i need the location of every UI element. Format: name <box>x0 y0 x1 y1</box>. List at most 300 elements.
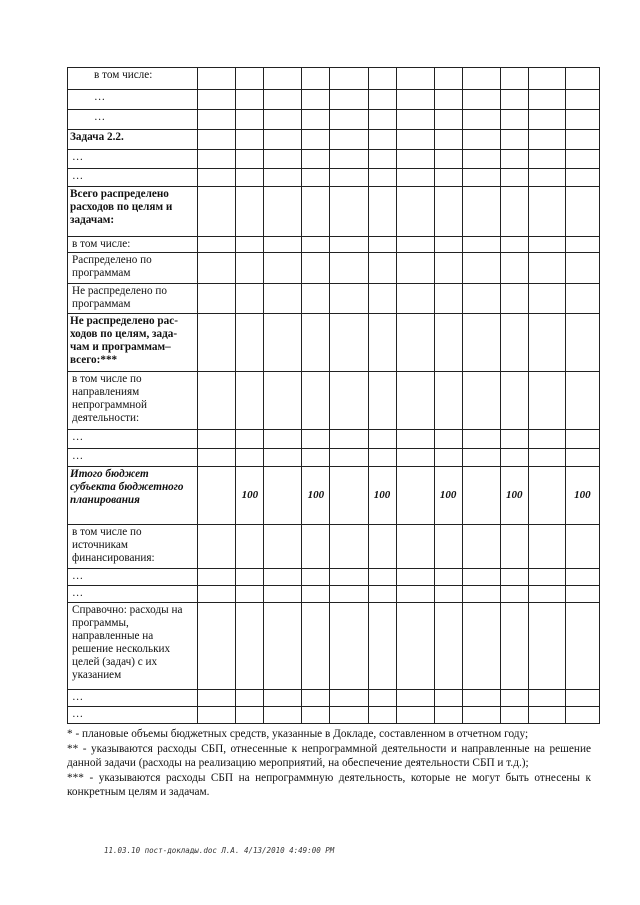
table-cell <box>528 467 565 525</box>
table-row <box>68 603 600 690</box>
table-cell <box>462 90 500 110</box>
table-cell <box>500 707 528 724</box>
table-cell <box>434 603 462 690</box>
table-cell <box>462 569 500 586</box>
row-label: Не распределено рас-ходов по целям, зада-чам и программам–всего:*** <box>68 314 198 372</box>
table-cell <box>434 430 462 449</box>
table-cell <box>236 569 264 586</box>
table-cell <box>236 284 264 314</box>
table-cell <box>565 586 599 603</box>
table-cell <box>462 467 500 525</box>
table-cell <box>264 586 302 603</box>
table-cell <box>330 237 368 253</box>
table-cell <box>396 569 434 586</box>
table-cell <box>565 690 599 707</box>
table-cell <box>264 707 302 724</box>
table-cell <box>396 110 434 130</box>
table-cell <box>368 110 396 130</box>
table-cell <box>396 253 434 284</box>
table-cell <box>368 314 396 372</box>
table-cell <box>396 372 434 430</box>
table-cell <box>528 237 565 253</box>
table-body <box>68 68 600 724</box>
table-cell <box>264 314 302 372</box>
table-row <box>68 284 600 314</box>
table-cell <box>565 603 599 690</box>
table-cell <box>198 467 236 525</box>
table-cell <box>396 586 434 603</box>
table-cell <box>302 68 330 90</box>
table-cell <box>500 430 528 449</box>
table-cell: 100 <box>565 467 599 525</box>
table-cell <box>565 90 599 110</box>
table-cell <box>500 690 528 707</box>
table-cell <box>500 603 528 690</box>
table-cell <box>500 586 528 603</box>
table-cell <box>462 253 500 284</box>
row-label: … <box>68 690 198 707</box>
table-cell <box>302 707 330 724</box>
document-footer: 11.03.10 пост-доклады.doc Л.А. 4/13/2010 4:49:00 PM <box>104 846 335 855</box>
table-cell <box>462 586 500 603</box>
table-cell <box>330 430 368 449</box>
table-cell <box>528 150 565 169</box>
table-cell <box>236 130 264 150</box>
table-cell <box>462 150 500 169</box>
table-cell <box>434 237 462 253</box>
table-cell <box>198 68 236 90</box>
table-cell <box>264 253 302 284</box>
table-cell <box>500 150 528 169</box>
table-cell <box>500 284 528 314</box>
table-row <box>68 690 600 707</box>
table-cell <box>528 430 565 449</box>
footnote-3: *** - указываются расходы СБП на непрограммную деятельность, которые не могут быть отнесены к конкретным целям и задачам. <box>67 771 591 799</box>
table-cell <box>236 253 264 284</box>
row-label: в том числе по источникам финансирования: <box>68 525 198 569</box>
table-cell <box>396 449 434 467</box>
table-cell <box>236 110 264 130</box>
table-cell <box>434 150 462 169</box>
table-cell <box>528 90 565 110</box>
table-cell: 100 <box>434 467 462 525</box>
table-cell <box>528 314 565 372</box>
table-cell <box>396 150 434 169</box>
table-cell <box>528 586 565 603</box>
table-cell <box>330 569 368 586</box>
table-cell <box>264 68 302 90</box>
table-row <box>68 707 600 724</box>
table-cell <box>462 68 500 90</box>
table-cell <box>528 707 565 724</box>
table-cell <box>264 603 302 690</box>
table-cell <box>236 314 264 372</box>
table-cell <box>565 68 599 90</box>
table-cell <box>302 569 330 586</box>
table-cell <box>198 586 236 603</box>
table-cell <box>500 314 528 372</box>
table-cell <box>396 169 434 187</box>
table-cell <box>462 707 500 724</box>
table-cell <box>565 525 599 569</box>
table-cell <box>500 68 528 90</box>
table-cell <box>565 430 599 449</box>
table-cell <box>528 110 565 130</box>
table-cell <box>198 314 236 372</box>
table-cell <box>264 569 302 586</box>
table-cell <box>462 284 500 314</box>
table-cell <box>330 707 368 724</box>
table-cell <box>396 68 434 90</box>
table-cell <box>368 90 396 110</box>
table-cell <box>462 603 500 690</box>
table-cell <box>368 253 396 284</box>
table-cell <box>302 150 330 169</box>
table-cell <box>396 707 434 724</box>
table-cell <box>198 449 236 467</box>
table-row <box>68 467 600 525</box>
row-label: в том числе: <box>68 237 198 253</box>
table-cell <box>368 603 396 690</box>
table-cell <box>500 525 528 569</box>
table-cell <box>396 237 434 253</box>
table-cell <box>198 253 236 284</box>
table-cell <box>330 525 368 569</box>
table-cell <box>236 90 264 110</box>
table-cell <box>434 253 462 284</box>
table-cell <box>368 237 396 253</box>
table-cell <box>434 187 462 237</box>
row-label: … <box>68 169 198 187</box>
row-label: … <box>68 449 198 467</box>
row-label: Распределено по программам <box>68 253 198 284</box>
table-cell <box>198 603 236 690</box>
table-cell <box>236 169 264 187</box>
table-row <box>68 110 600 130</box>
table-cell <box>396 430 434 449</box>
table-cell <box>565 284 599 314</box>
table-cell <box>368 130 396 150</box>
table-cell <box>368 525 396 569</box>
table-cell <box>528 569 565 586</box>
table-cell <box>302 690 330 707</box>
table-cell <box>264 169 302 187</box>
table-cell <box>500 372 528 430</box>
table-cell <box>462 449 500 467</box>
table-cell <box>368 430 396 449</box>
table-cell <box>236 68 264 90</box>
table-cell <box>264 90 302 110</box>
table-cell <box>565 187 599 237</box>
table-cell <box>462 187 500 237</box>
table-cell: 100 <box>302 467 330 525</box>
table-cell <box>330 110 368 130</box>
table-cell <box>528 449 565 467</box>
table-cell <box>396 130 434 150</box>
table-cell <box>264 430 302 449</box>
table-cell <box>565 253 599 284</box>
table-cell <box>528 284 565 314</box>
footnotes <box>67 727 591 800</box>
table-cell <box>302 430 330 449</box>
table-cell <box>528 603 565 690</box>
table-cell <box>500 237 528 253</box>
table-cell <box>330 690 368 707</box>
table-cell <box>528 525 565 569</box>
table-cell <box>434 569 462 586</box>
table-cell <box>302 314 330 372</box>
table-row <box>68 372 600 430</box>
table-row <box>68 169 600 187</box>
table-cell <box>434 90 462 110</box>
table-cell <box>302 237 330 253</box>
table-cell <box>565 169 599 187</box>
table-cell <box>330 586 368 603</box>
table-cell <box>264 110 302 130</box>
table-cell <box>528 130 565 150</box>
table-cell <box>236 707 264 724</box>
table-row <box>68 68 600 90</box>
table-row <box>68 586 600 603</box>
table-cell <box>528 253 565 284</box>
table-cell <box>198 690 236 707</box>
table-cell <box>368 449 396 467</box>
table-cell <box>368 150 396 169</box>
table-cell <box>434 449 462 467</box>
table-cell <box>236 603 264 690</box>
table-cell <box>302 169 330 187</box>
table-cell <box>434 586 462 603</box>
table-cell <box>302 586 330 603</box>
table-cell <box>264 284 302 314</box>
table-row <box>68 314 600 372</box>
table-cell <box>198 372 236 430</box>
table-cell <box>264 690 302 707</box>
table-cell <box>565 110 599 130</box>
row-label: … <box>68 707 198 724</box>
table-cell <box>264 150 302 169</box>
table-cell <box>236 150 264 169</box>
table-cell <box>302 187 330 237</box>
table-cell <box>368 690 396 707</box>
table-cell <box>500 110 528 130</box>
table-cell <box>198 569 236 586</box>
table-row <box>68 525 600 569</box>
table-cell <box>565 237 599 253</box>
table-cell <box>198 284 236 314</box>
table-cell <box>330 169 368 187</box>
budget-table <box>67 67 600 724</box>
table-row <box>68 253 600 284</box>
table-cell <box>434 525 462 569</box>
table-row <box>68 430 600 449</box>
table-cell <box>368 586 396 603</box>
table-cell <box>330 187 368 237</box>
table-cell <box>462 314 500 372</box>
table-cell <box>500 130 528 150</box>
table-cell <box>302 603 330 690</box>
table-cell <box>565 569 599 586</box>
table-cell <box>198 707 236 724</box>
table-cell <box>396 690 434 707</box>
table-cell <box>500 187 528 237</box>
table-cell <box>500 569 528 586</box>
table-cell <box>565 150 599 169</box>
table-row <box>68 187 600 237</box>
table-cell <box>302 110 330 130</box>
table-cell <box>368 284 396 314</box>
table-cell <box>368 169 396 187</box>
table-cell <box>330 68 368 90</box>
table-cell <box>462 237 500 253</box>
table-cell <box>368 707 396 724</box>
table-cell <box>434 68 462 90</box>
table-cell <box>434 372 462 430</box>
row-label: … <box>68 569 198 586</box>
row-label: Не распределено по программам <box>68 284 198 314</box>
table-row <box>68 130 600 150</box>
row-label: … <box>68 90 198 110</box>
table-cell <box>368 68 396 90</box>
table-cell <box>264 467 302 525</box>
table-cell <box>396 187 434 237</box>
table-cell <box>264 130 302 150</box>
row-label: Задача 2.2. <box>68 130 198 150</box>
table-row <box>68 237 600 253</box>
table-cell <box>396 314 434 372</box>
table-cell <box>462 525 500 569</box>
table-cell <box>302 90 330 110</box>
table-cell <box>198 150 236 169</box>
table-cell <box>302 372 330 430</box>
table-cell <box>434 284 462 314</box>
table-cell <box>462 690 500 707</box>
table-cell <box>528 372 565 430</box>
table-cell <box>500 169 528 187</box>
table-cell <box>236 525 264 569</box>
row-label: … <box>68 586 198 603</box>
table-cell <box>330 130 368 150</box>
table-cell <box>236 690 264 707</box>
table-cell <box>434 690 462 707</box>
row-label: в том числе по направлениям непрограммной деятельности: <box>68 372 198 430</box>
table-row <box>68 569 600 586</box>
table-cell <box>528 187 565 237</box>
table-row <box>68 90 600 110</box>
footnote-2: ** - указываются расходы СБП, отнесенные к непрограммной деятельности и направленные на решение данной задачи (расходы на реализацию мероприятий, на обеспечение деятельности СБП и т.д.); <box>67 742 591 770</box>
table-cell <box>368 569 396 586</box>
table-cell <box>198 430 236 449</box>
table-cell <box>236 237 264 253</box>
table-cell: 100 <box>368 467 396 525</box>
table-cell <box>198 169 236 187</box>
table-cell <box>462 110 500 130</box>
table-cell <box>198 525 236 569</box>
table-cell <box>236 372 264 430</box>
table-cell <box>462 169 500 187</box>
table-cell <box>434 110 462 130</box>
table-cell <box>565 372 599 430</box>
footnote-1: * - плановые объемы бюджетных средств, указанные в Докладе, составленном в отчетном году; <box>67 728 529 740</box>
table-cell <box>565 130 599 150</box>
table-cell <box>302 253 330 284</box>
table-cell <box>396 603 434 690</box>
row-label: Итого бюджет субъекта бюджетного планирования <box>68 467 198 525</box>
row-label: в том числе: <box>68 68 198 90</box>
table-cell <box>264 449 302 467</box>
table-cell <box>396 467 434 525</box>
table-cell <box>500 90 528 110</box>
table-cell <box>264 525 302 569</box>
table-cell <box>302 284 330 314</box>
table-cell <box>198 130 236 150</box>
table-cell <box>434 130 462 150</box>
table-cell <box>462 130 500 150</box>
table-cell <box>198 237 236 253</box>
table-cell <box>396 284 434 314</box>
table-cell <box>330 284 368 314</box>
table-cell <box>396 525 434 569</box>
table-cell <box>264 372 302 430</box>
table-cell <box>330 90 368 110</box>
table-cell <box>434 314 462 372</box>
table-cell <box>500 449 528 467</box>
table-cell <box>528 690 565 707</box>
table-cell <box>236 430 264 449</box>
table-cell <box>198 110 236 130</box>
row-label: … <box>68 430 198 449</box>
table-cell: 100 <box>236 467 264 525</box>
table-cell <box>330 150 368 169</box>
table-cell <box>302 525 330 569</box>
table-cell <box>236 187 264 237</box>
table-cell <box>330 372 368 430</box>
table-row <box>68 150 600 169</box>
table-cell <box>198 187 236 237</box>
table-cell <box>565 449 599 467</box>
table-cell <box>264 187 302 237</box>
row-label: Всего распределено расходов по целям и задачам: <box>68 187 198 237</box>
row-label: Справочно: расходы на программы, направленные на решение нескольких целей (задач) с их указанием <box>68 603 198 690</box>
row-label: … <box>68 110 198 130</box>
table-cell <box>198 90 236 110</box>
table-cell <box>368 372 396 430</box>
table-cell <box>565 314 599 372</box>
table-cell <box>434 169 462 187</box>
table-cell: 100 <box>500 467 528 525</box>
table-cell <box>302 130 330 150</box>
table-cell <box>330 314 368 372</box>
table-cell <box>368 187 396 237</box>
table-cell <box>565 707 599 724</box>
table-cell <box>330 467 368 525</box>
table-cell <box>528 169 565 187</box>
table-cell <box>330 449 368 467</box>
table-cell <box>236 449 264 467</box>
table-cell <box>302 449 330 467</box>
table-cell <box>330 603 368 690</box>
table-cell <box>396 90 434 110</box>
table-cell <box>462 430 500 449</box>
table-cell <box>330 253 368 284</box>
row-label: … <box>68 150 198 169</box>
table-cell <box>528 68 565 90</box>
table-row <box>68 449 600 467</box>
table-cell <box>236 586 264 603</box>
table-cell <box>462 372 500 430</box>
table-cell <box>434 707 462 724</box>
table-cell <box>264 237 302 253</box>
